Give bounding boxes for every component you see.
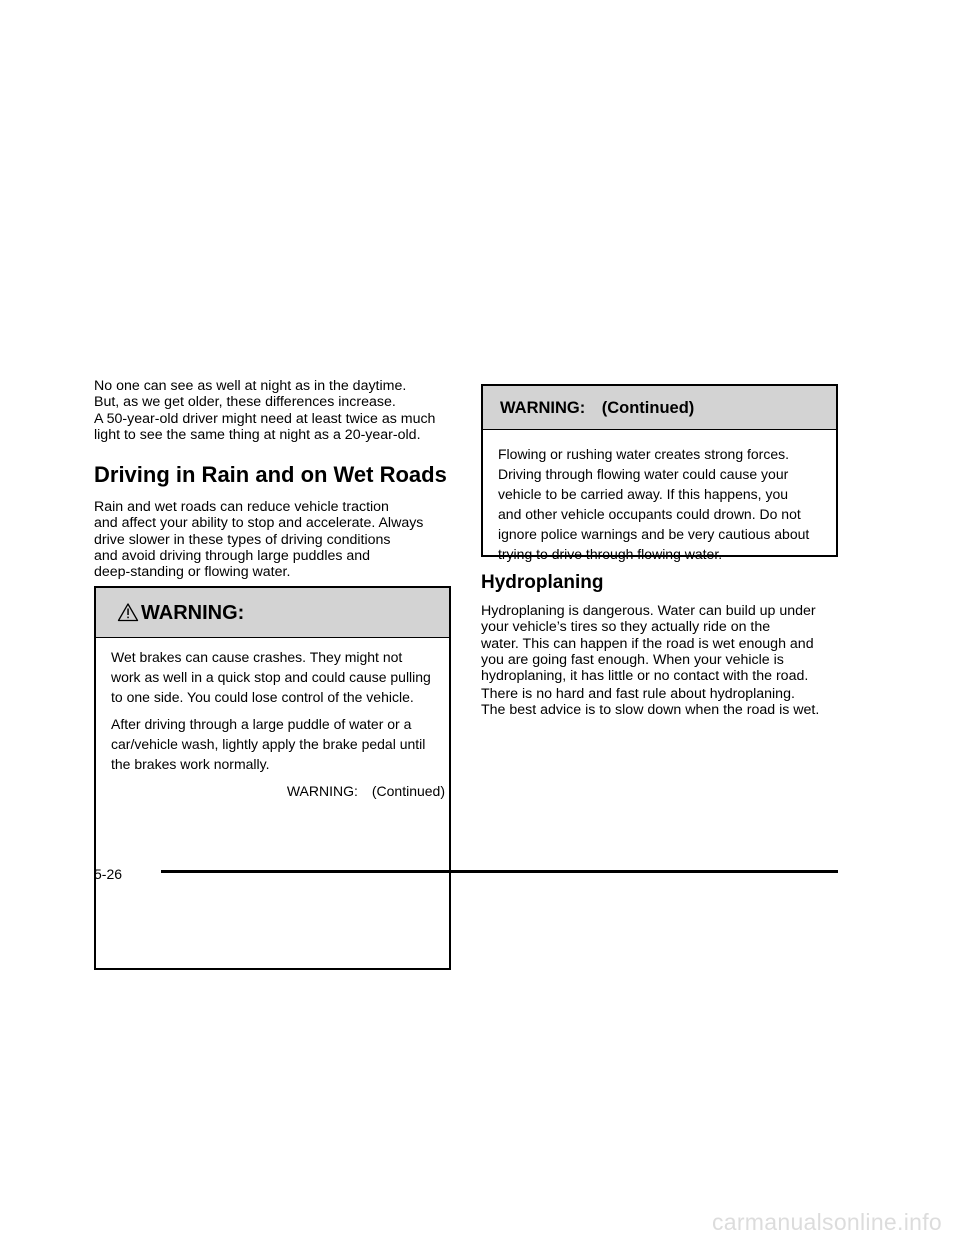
warning-body (498, 444, 834, 564)
text-line: But, as we get older, these differences increase. (94, 394, 396, 411)
section-heading-hydroplaning: Hydroplaning (481, 572, 604, 593)
text-line: Hydroplaning is dangerous. Water can build up under (481, 603, 816, 619)
text-line: your vehicle’s tires so they actually ride on the (481, 619, 771, 636)
text-line: the brakes work normally. (111, 756, 270, 772)
section-heading-rain: Driving in Rain and on Wet Roads (94, 462, 447, 487)
footer-rule (161, 870, 838, 873)
warning-box-flowing-water (481, 384, 838, 562)
text-line: and affect your ability to stop and accelerate. Always (94, 515, 424, 532)
text-line: No one can see as well at night as in the daytime. (94, 378, 407, 394)
warning-header (483, 386, 836, 430)
text-line: Driving through flowing water could cause your (498, 466, 789, 482)
text-line: Flowing or rushing water creates strong forces. (498, 446, 790, 462)
warning-header (96, 588, 449, 638)
text-line: light to see the same thing at night as a 20-year-old. (94, 426, 421, 443)
text-line: A 50-year-old driver might need at least twice as much (94, 410, 436, 427)
rain-paragraph (94, 499, 452, 580)
warning-symbol-icon (117, 602, 139, 622)
text-line: deep-standing or flowing water. (94, 564, 291, 581)
text-line: car/vehicle wash, lightly apply the brake pedal until (111, 736, 426, 752)
text-line: ignore police warnings and be very cautious about (498, 526, 810, 542)
text-line: you are going fast enough. When your vehicle is (481, 651, 784, 668)
text-line: work as well in a quick stop and could cause pulling (111, 669, 431, 685)
warning-continued-label: WARNING: (Continued) (286, 783, 445, 799)
text-line: drive slower in these types of driving conditions (94, 531, 391, 548)
text-line: and other vehicle occupants could drown. Do not (498, 506, 801, 522)
text-line: Rain and wet roads can reduce vehicle traction (94, 499, 389, 515)
warning-box-wet-brakes (94, 586, 451, 970)
page-number: 5-26 (94, 866, 123, 882)
text-line: vehicle to be carried away. If this happens, you (498, 486, 789, 502)
warning-body (111, 647, 447, 801)
text-line: There is no hard and fast rule about hydroplaning. (481, 686, 795, 702)
text-line: Wet brakes can cause crashes. They might not (111, 649, 403, 665)
warning-paragraph (111, 714, 447, 774)
warning-paragraph (111, 647, 447, 707)
text-line: hydroplaning, it has little or no contact with the road. (481, 668, 809, 685)
hydroplaning-paragraph-1 (481, 603, 839, 684)
text-line: The best advice is to slow down when the road is wet. (481, 702, 820, 719)
text-line: After driving through a large puddle of water or a (111, 716, 412, 732)
text-line: to one side. You could lose control of the vehicle. (111, 689, 414, 705)
warning-title: WARNING: (Continued) (500, 399, 695, 417)
text-line: water. This can happen if the road is wet enough and (481, 635, 814, 652)
text-line: and avoid driving through large puddles and (94, 547, 371, 564)
warning-title: WARNING: (141, 602, 245, 624)
hydroplaning-paragraph-2 (481, 686, 839, 719)
text-line: trying to drive through flowing water. (498, 546, 723, 562)
watermark: carmanualsonline.info (711, 1209, 942, 1235)
intro-paragraph (94, 378, 452, 443)
